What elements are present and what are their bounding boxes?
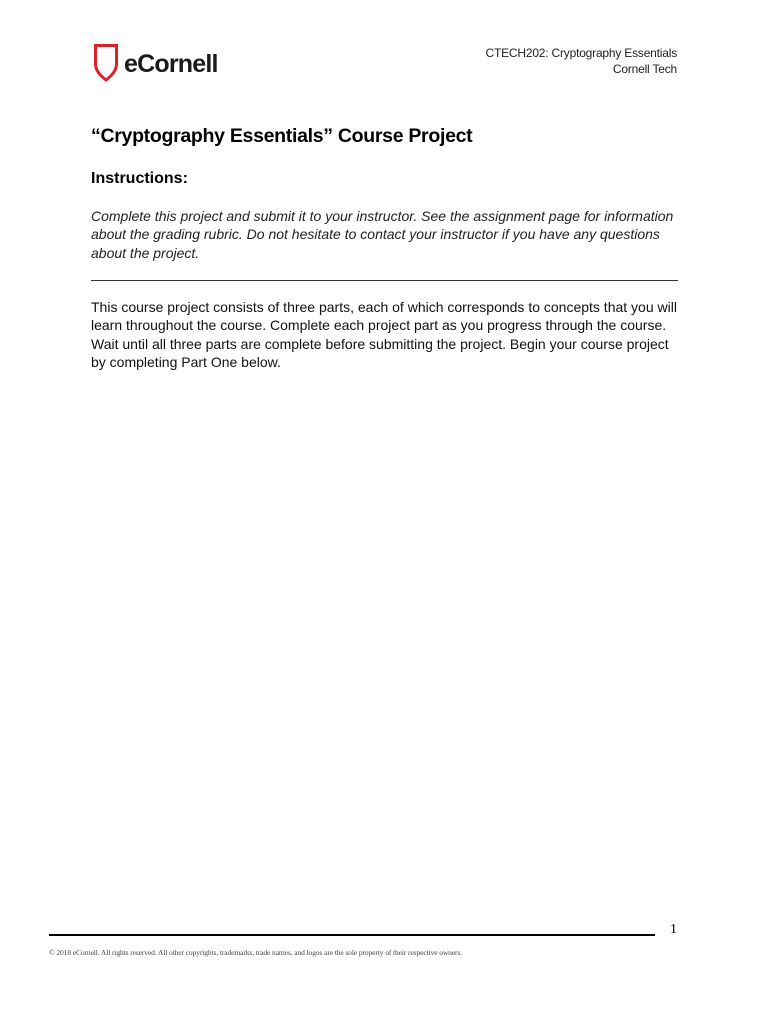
- shield-icon: [94, 44, 118, 82]
- document-title: “Cryptography Essentials” Course Project: [91, 125, 473, 147]
- footer-divider: [49, 934, 655, 936]
- course-header: [486, 45, 677, 77]
- course-code-title: CTECH202: Cryptography Essentials: [485, 46, 677, 60]
- school-name: Cornell Tech: [612, 62, 677, 76]
- section-divider: [91, 280, 678, 281]
- intro-paragraph: This course project consists of three parts, each of which corresponds to concepts that you will learn throughout the course. Complete each project part as you progress through the course. Wait until all three parts are complete before submitting the project. Begin your course project by completing Part One below.: [91, 299, 677, 370]
- ecornell-logo: [94, 44, 218, 82]
- instructions-text: Complete this project and submit it to your instructor. See the assignment page for information about the grading rubric. Do not hesitate to contact your instructor if you have any questions about the project.: [91, 208, 674, 261]
- copyright-notice: © 2018 eCornell. All rights reserved. All other copyrights, trademarks, trade names, and logos are the sole property of their respective owners.: [49, 948, 463, 957]
- logo-wordmark: eCornell: [124, 49, 218, 78]
- instructions-heading: Instructions:: [91, 170, 188, 187]
- page-number: 1: [670, 922, 677, 937]
